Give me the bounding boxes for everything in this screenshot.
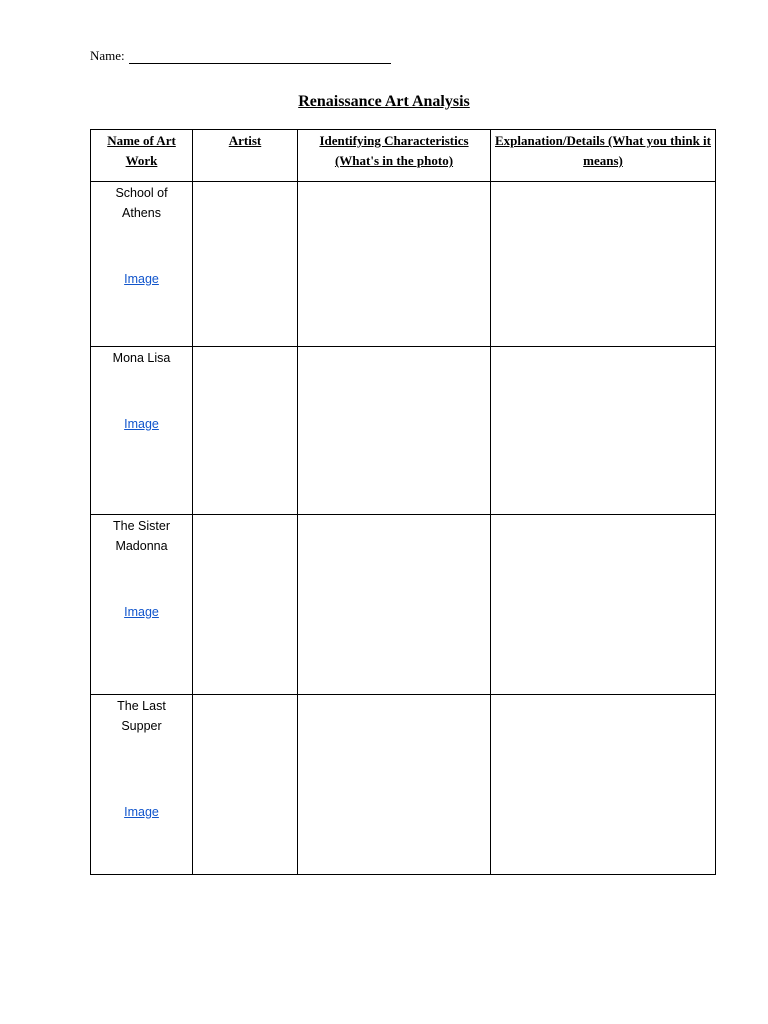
art-work-name: Mona Lisa xyxy=(112,351,171,365)
name-field[interactable] xyxy=(129,50,391,64)
table-row xyxy=(91,695,716,875)
characteristics-cell[interactable] xyxy=(298,695,491,875)
art-name-cell xyxy=(91,347,193,515)
art-name-cell xyxy=(91,515,193,695)
art-work-name: The Sister Madonna xyxy=(113,519,170,553)
column-header-characteristics: Identifying Characteristics (What's in the photo) xyxy=(298,130,491,182)
table-row xyxy=(91,347,716,515)
column-header-name: Name of Art Work xyxy=(91,130,193,182)
image-link[interactable]: Image xyxy=(124,417,159,431)
artist-cell[interactable] xyxy=(193,695,298,875)
art-name-cell xyxy=(91,695,193,875)
characteristics-cell[interactable] xyxy=(298,182,491,347)
table-row xyxy=(91,182,716,347)
image-link[interactable]: Image xyxy=(124,805,159,819)
table-row xyxy=(91,515,716,695)
column-header-explanation: Explanation/Details (What you think it means) xyxy=(491,130,716,182)
art-analysis-table xyxy=(90,129,716,875)
column-header-artist: Artist xyxy=(193,130,298,182)
explanation-cell[interactable] xyxy=(491,182,716,347)
header-row xyxy=(91,130,716,182)
characteristics-cell[interactable] xyxy=(298,347,491,515)
art-name-cell xyxy=(91,182,193,347)
artist-cell[interactable] xyxy=(193,515,298,695)
explanation-cell[interactable] xyxy=(491,515,716,695)
image-link[interactable]: Image xyxy=(124,605,159,619)
art-work-name: The Last Supper xyxy=(117,699,166,733)
artist-cell[interactable] xyxy=(193,347,298,515)
image-link[interactable]: Image xyxy=(124,272,159,286)
artist-cell[interactable] xyxy=(193,182,298,347)
explanation-cell[interactable] xyxy=(491,695,716,875)
page-title: Renaissance Art Analysis xyxy=(298,93,470,110)
explanation-cell[interactable] xyxy=(491,347,716,515)
name-line xyxy=(90,48,391,64)
name-label: Name: xyxy=(90,48,125,63)
art-work-name: School of Athens xyxy=(115,186,168,220)
characteristics-cell[interactable] xyxy=(298,515,491,695)
